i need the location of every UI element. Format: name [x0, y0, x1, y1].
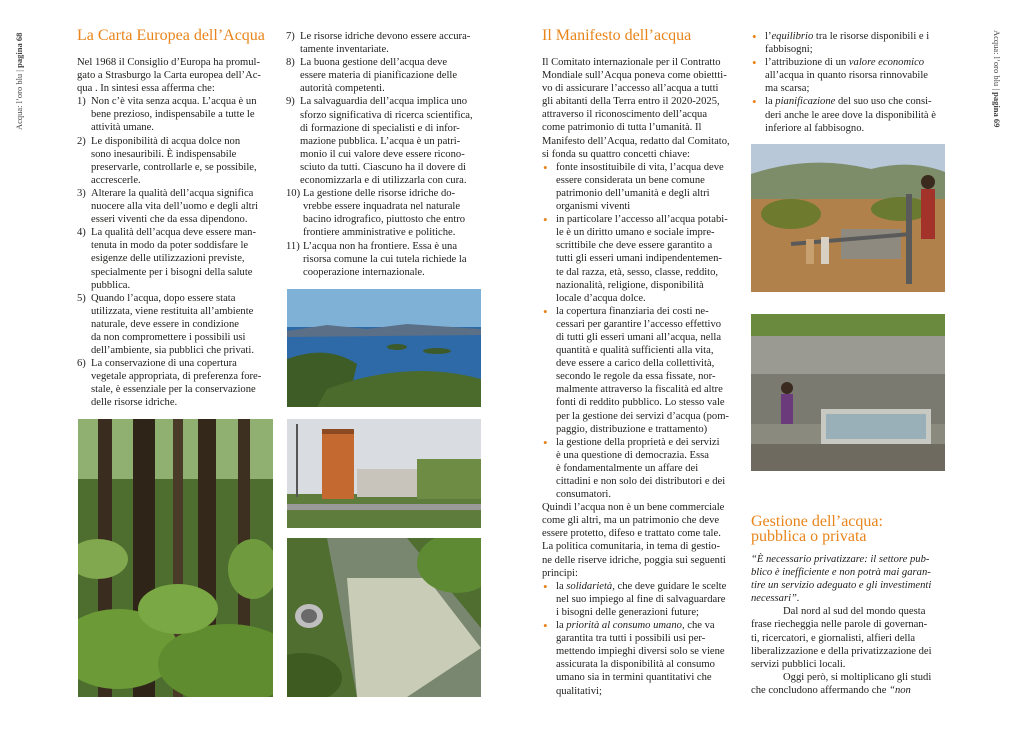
text-line: essere protetto, difeso e trattato come tale.: [542, 528, 721, 540]
text-line: patrimonio dell’umanità e degli altri: [556, 187, 710, 199]
list-item: [77, 95, 273, 134]
intro-paragraph: [542, 56, 742, 161]
item-number: 2): [77, 135, 86, 147]
text-line: cooperazione internazionale.: [303, 266, 425, 278]
text-line: all’acqua in quanto risorsa rinnovabile: [765, 70, 928, 82]
text-run: la: [556, 620, 567, 632]
text-line: cessari per garantire l’accesso effettivo: [556, 318, 722, 330]
bullet-item: [542, 213, 742, 305]
body-paragraph: [751, 605, 951, 670]
text-line: esigenze delle utilizzazioni previste,: [91, 253, 245, 265]
text-line: La salvaguardia dell’acqua implica uno: [300, 96, 468, 108]
text-line: pubblica.: [91, 279, 131, 291]
item-number: 6): [77, 358, 86, 370]
text-line: naturale, deve essere in condizione: [91, 318, 239, 330]
text-line: nel suo impiego al fine di salvaguardare: [556, 593, 726, 605]
text-line: gli abitanti della Terra entro il 2020-2025,: [542, 96, 720, 108]
item-number: 7): [286, 31, 295, 42]
text-line: tamente inventariate.: [300, 44, 389, 56]
text-line: monio il cui valore deve essere ricono-: [300, 148, 465, 160]
text-line: delle risorse idriche.: [91, 397, 178, 409]
text-line: umano sia in termini quantitativi che: [556, 672, 712, 684]
bullet-item: [751, 30, 951, 56]
text-run: la: [765, 96, 776, 108]
text-line: sciuto da tutti. Ciascuno ha il dovere di: [300, 161, 466, 173]
text-line: attraverso il riconoscimento dell’acqua: [542, 109, 708, 121]
item-number: 1): [77, 96, 86, 108]
heading-line-1: Gestione dell’acqua:: [751, 513, 883, 530]
text-line: qua . In sintesi essa afferma che:: [77, 83, 215, 95]
subsection-heading: [751, 514, 883, 544]
right-page-sidebar: [992, 30, 1002, 127]
text-line: ti, ricercatori, e giornalisti, alfieri della: [751, 632, 916, 644]
text-line: dell’ambiente, sia pubblici che privati.: [91, 345, 254, 357]
text-line: utilizzata, viene restituita all’ambiente: [91, 305, 254, 317]
text-line: economizzarla e di utilizzarla con cura.: [300, 175, 467, 187]
text-line: La gestione delle risorse idriche do-: [303, 188, 456, 200]
text-line: mazione pubblica. L’acqua è un patri-: [300, 135, 461, 147]
text-line: paggio, distribuzione e trattamento): [556, 423, 708, 435]
text-line: fonte insostituibile di vita, l’acqua deve: [556, 161, 724, 173]
text-line: tenuta in modo da poter soddisfare le: [91, 240, 249, 252]
text-line: essere materia di pianificazione delle: [300, 70, 458, 82]
text-line: bene prezioso, indispensabile a tutte le: [91, 109, 255, 121]
text-line: vegetale appropriata, di preferenza fore-: [91, 371, 262, 383]
text-line: sono inesauribili. È indispensabile: [91, 148, 237, 160]
text-line: te dal razza, età, sesso, classe, reddito,: [556, 266, 719, 278]
text-line: di formazione di specialisti e di infor-: [300, 122, 460, 134]
text-line: mettendo impieghi diversi solo se viene: [556, 646, 725, 658]
text-line: La conservazione di una copertura: [91, 358, 237, 370]
text-line: che concludono affermando che: [751, 684, 890, 696]
text-line: Manifesto dell’Acqua, redatto dal Comitato,: [542, 135, 730, 147]
principles-column: [751, 30, 951, 135]
text-line: consumatori.: [556, 489, 612, 501]
sidebar-separator: |: [992, 86, 1002, 93]
item-number: 9): [286, 96, 295, 108]
list-item: [286, 187, 482, 239]
text-line: essere considerata un bene comune: [556, 174, 705, 186]
emphasis: valore economico: [848, 57, 925, 69]
text-line: inferiore al fabbisogno.: [765, 122, 865, 134]
section-heading: La Carta Europea dell’Acqua: [77, 27, 265, 44]
emphasis: “non: [889, 684, 911, 696]
text-line: esseri viventi che da essa dipendono.: [91, 214, 248, 226]
text-line: nazionalità, religione, disponibilità: [556, 279, 704, 291]
list-item: [286, 240, 482, 279]
text-line: vo di assicurare l’accesso all’acqua a tutti: [542, 83, 719, 95]
text-line: le è un diritto umano e sociale impre-: [556, 227, 715, 239]
text-line: tra le risorse disponibili e i: [813, 31, 930, 42]
text-line: nuocere alla vita dell’uomo e degli altri: [91, 201, 259, 213]
text-line: accrescerle.: [91, 174, 141, 186]
text-line: è fondamentalmente un affare dei: [556, 462, 699, 474]
text-run: l’: [765, 31, 772, 42]
text-line: necessari”.: [751, 593, 800, 605]
text-line: ma scarsa;: [765, 83, 810, 95]
list-item: [77, 226, 273, 291]
text-line: Quindi l’acqua non è un bene commerciale: [542, 502, 725, 514]
bullet-item: [751, 56, 951, 95]
charter-list: [77, 95, 273, 409]
text-line: bacino idrografico, piuttosto che entro: [303, 214, 466, 226]
text-line: servizi pubblici locali.: [751, 658, 846, 670]
item-number: 8): [286, 57, 295, 69]
list-item: [77, 135, 273, 187]
village-water-pump-photo: [751, 144, 945, 292]
quote-paragraph: [751, 553, 951, 605]
item-number: 10): [286, 188, 301, 200]
text-line: quantità e qualità sufficienti alla vita,: [556, 345, 714, 357]
text-line: garantita tra tutti i possibili usi per-: [556, 633, 706, 645]
text-line: fonti di reddito pubblico. Lo stesso vale: [556, 397, 725, 409]
text-line: Quando l’acqua, dopo essere stata: [91, 292, 236, 304]
left-page-sidebar: [14, 33, 24, 130]
text-line: Oggi però, si moltiplicano gli studi: [783, 671, 932, 683]
sidebar-title: Acqua: l’oro blu: [992, 30, 1002, 87]
text-line: malmente attraverso la fiscalità ed altre: [556, 384, 723, 396]
list-item: [77, 292, 273, 357]
text-line: fabbisogni;: [765, 44, 813, 56]
charter-list-continued: [286, 30, 482, 279]
page-number: pagina 68: [14, 32, 24, 68]
list-item: [77, 187, 273, 226]
text-line: risorsa comune la cui tutela richiede la: [303, 253, 467, 265]
text-line: Mondiale sull’Acqua poneva come obiettti-: [542, 70, 727, 82]
text-line: La buona gestione dell’acqua deve: [300, 57, 448, 69]
text-line: del suo uso che consi-: [835, 96, 932, 108]
text-line: Le risorse idriche devono essere accura-: [300, 31, 471, 42]
principles-list-continued: [751, 30, 951, 135]
text-run: l’attribuzione di un: [765, 57, 849, 69]
text-line: attività umane.: [91, 122, 154, 134]
text-line: da non compromettere i possibili usi: [91, 331, 246, 343]
text-line: che va: [684, 620, 715, 632]
text-line: assicurata la disponibilità al consumo: [556, 659, 715, 671]
text-line: è una questione di democrazia. Essa: [556, 449, 709, 461]
list-item: [286, 30, 482, 56]
bullet-item: [542, 580, 742, 619]
item-number: 11): [286, 240, 300, 252]
text-line: la gestione della proprietà e dei servizi: [556, 436, 720, 448]
text-line: che deve guidare le scelte: [614, 580, 727, 592]
text-line: blico è inefficiente e non potrà mai garan-: [751, 567, 931, 579]
text-line: Le disponibilità di acqua dolce non: [91, 135, 241, 147]
bullet-item: [542, 619, 742, 698]
water-tower-plant-photo: [287, 419, 481, 528]
bullet-item: [542, 161, 742, 213]
emphasis: priorità al consumo umano,: [566, 620, 685, 632]
emphasis: pianificazione: [775, 96, 836, 108]
text-run: la: [556, 580, 567, 592]
text-line: la copertura finanziaria dei costi ne-: [556, 305, 709, 317]
list-item: [286, 95, 482, 187]
body-paragraph-2: [751, 671, 951, 697]
text-line: vrebbe essere inquadrata nel naturale: [303, 201, 461, 213]
river-outflow-photo: [287, 538, 481, 697]
text-line: principi:: [542, 567, 578, 579]
text-line: frase riecheggia nelle parole di governan-: [751, 619, 928, 631]
text-line: secondo le regole da essa fissate, nor-: [556, 371, 716, 383]
text-line: L’acqua non ha frontiere. Essa è una: [303, 240, 458, 252]
text-line: deve essere a carico della collettività,: [556, 358, 715, 370]
text-line: Il Comitato internazionale per il Contratto: [542, 57, 721, 68]
text-line: locale d’acqua dolce.: [556, 292, 646, 304]
text-line: “È necessario privatizzare: il settore pub-: [751, 554, 930, 565]
text-line: stale, è essenziale per la conservazione: [91, 384, 256, 396]
section-heading: Il Manifesto dell’acqua: [542, 27, 692, 44]
manifesto-column: [542, 56, 742, 698]
sidebar-separator: |: [14, 67, 24, 74]
item-number: 5): [77, 292, 86, 304]
sidebar-title: Acqua: l’oro blu: [14, 73, 24, 130]
text-line: come patrimonio di tutta l’umanità. Il: [542, 122, 702, 134]
text-line: per la gestione dei servizi d’acqua (pom-: [556, 410, 729, 422]
item-number: 3): [77, 187, 86, 199]
text-line: preservarle, controllarle e, se possibile,: [91, 161, 257, 173]
public-washhouse-photo: [751, 314, 945, 471]
policy-paragraph: [542, 501, 742, 580]
text-line: in particolare l’accesso all’acqua potabi-: [556, 214, 728, 226]
emphasis: solidarietà,: [566, 580, 615, 592]
text-line: come gli altri, ma un patrimonio che deve: [542, 515, 720, 527]
list-item: [77, 357, 273, 409]
bullet-item: [751, 95, 951, 134]
text-line: cittadini e non solo dei distributori e dei: [556, 476, 726, 487]
text-line: si fonda su quattro concetti chiave:: [542, 148, 690, 160]
text-line: deri anche le aree dove la disponibilità è: [765, 109, 936, 121]
text-line: liberalizzazione e della privatizzazione dei: [751, 645, 932, 657]
forest-photo: [78, 419, 273, 697]
text-line: gato a Strasburgo la Carta europea dell’Ac-: [77, 70, 261, 82]
text-line: Non c’è vita senza acqua. L’acqua è un: [91, 96, 257, 108]
text-line: Alterare la qualità dell’acqua significa: [91, 187, 254, 199]
text-line: di tutti gli esseri umani all’acqua, nella: [556, 331, 722, 343]
text-line: La qualità dell’acqua deve essere man-: [91, 227, 256, 239]
charter-column-1: [77, 56, 273, 410]
text-line: La politica comunitaria, in tema di gestio-: [542, 541, 720, 553]
key-concepts-list: [542, 161, 742, 501]
text-line: frontiere amministrative e politiche.: [303, 227, 456, 239]
text-line: sforzo significativa di ricerca scientifica,: [300, 109, 473, 121]
heading-line-2: pubblica o privata: [751, 528, 867, 545]
lake-landscape-photo: [287, 289, 481, 407]
item-number: 4): [77, 227, 86, 239]
text-line: organismi viventi: [556, 201, 631, 213]
text-line: autorità competenti.: [300, 83, 385, 95]
principles-list: [542, 580, 742, 698]
bullet-item: [542, 436, 742, 501]
text-line: Nel 1968 il Consiglio d’Europa ha promul-: [77, 57, 261, 68]
page-number: pagina 69: [992, 92, 1002, 128]
text-line: Dal nord al sud del mondo questa: [783, 606, 926, 618]
charter-column-2: [286, 30, 482, 279]
text-line: specialmente per i bisogni della salute: [91, 266, 253, 278]
text-line: i bisogni delle generazioni future;: [556, 606, 699, 618]
text-line: ne delle riserve idriche, poggia sui seguenti: [542, 554, 726, 566]
emphasis: equilibrio: [771, 31, 814, 42]
bullet-item: [542, 305, 742, 436]
text-line: scrittibile che deve essere garantito a: [556, 240, 713, 252]
text-line: tutti gli esseri umani indipendentemen-: [556, 253, 722, 265]
text-line: tire un servizio adeguato e gli investimenti: [751, 580, 932, 592]
gestione-column: [751, 553, 951, 697]
intro-paragraph: [77, 56, 273, 95]
list-item: [286, 56, 482, 95]
text-line: qualitativi;: [556, 685, 602, 697]
